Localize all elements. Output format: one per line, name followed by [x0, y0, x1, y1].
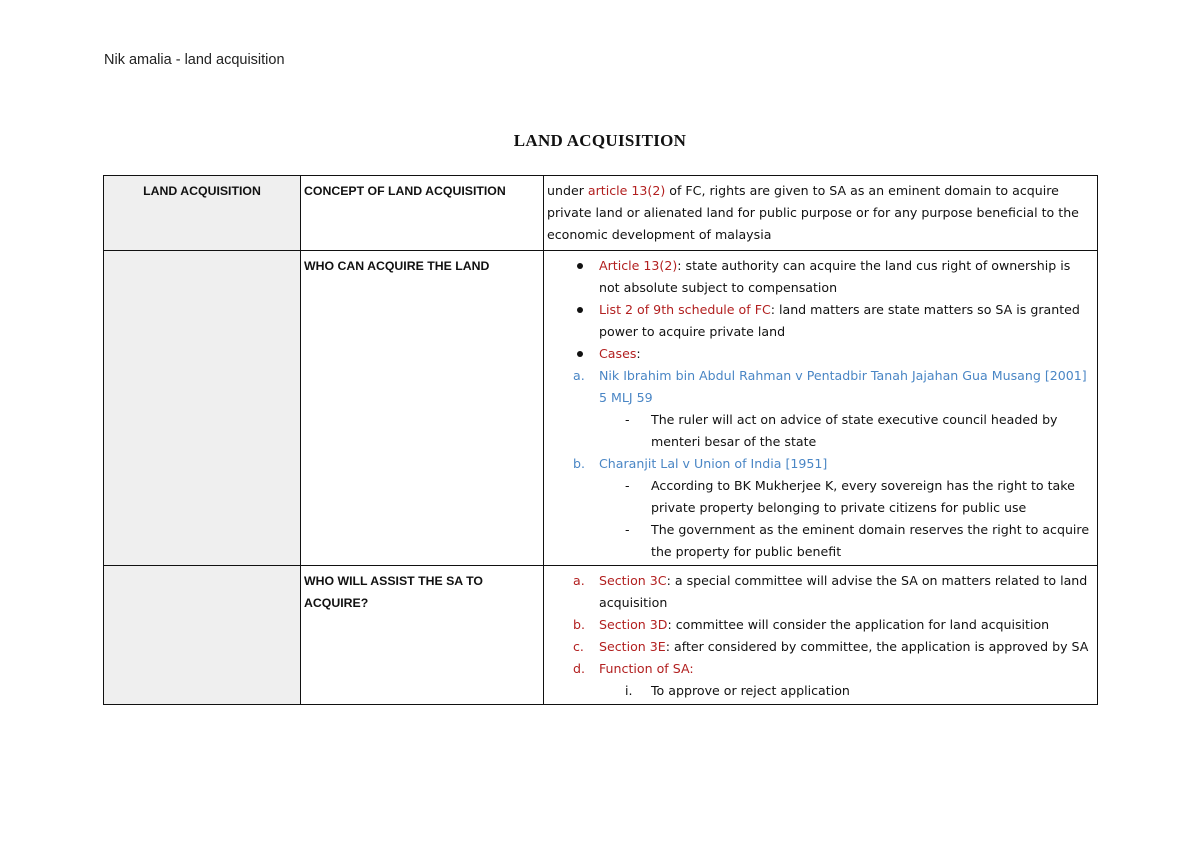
table-row: [104, 251, 1098, 566]
list-item: b. Section 3D: committee will consider the application for land acquisition: [573, 617, 1050, 632]
question-label: WHO WILL ASSIST THE SA TO ACQUIRE?: [301, 566, 544, 705]
concept-label: CONCEPT OF LAND ACQUISITION: [301, 176, 544, 251]
land-acquisition-table: [103, 175, 1098, 705]
list-item: i. To approve or reject application: [625, 683, 850, 698]
answer-cell: [544, 251, 1098, 566]
list-item: a. Nik Ibrahim bin Abdul Rahman v Pentadbir Tanah Jajahan Gua Musang [2001] 5 MLJ 59: [573, 368, 1087, 405]
case-citation: Charanjit Lal v Union of India [1951]: [599, 456, 828, 471]
topic-cell: LAND ACQUISITION: [104, 176, 301, 251]
list-item: Cases:: [599, 346, 641, 361]
answer-cell: [544, 566, 1098, 705]
list-item: a. Section 3C: a special committee will advise the SA on matters related to land acquisition: [573, 573, 1088, 610]
concept-description: under article 13(2) of FC, rights are given to SA as an eminent domain to acquire private land or alienated land for public purpose or for any purpose beneficial to the economic development of malaysia: [544, 176, 1098, 251]
table-row: [104, 176, 1098, 251]
document-title: LAND ACQUISITION: [513, 131, 687, 150]
list-item: - According to BK Mukherjee K, every sovereign has the right to take private property belonging to private citizens for public use: [625, 478, 1075, 515]
list-item: Article 13(2): state authority can acquire the land cus right of ownership is not absolute subject to compensation: [599, 258, 1071, 295]
question-label: WHO CAN ACQUIRE THE LAND: [301, 251, 544, 566]
list-item: b. Charanjit Lal v Union of India [1951]: [573, 456, 828, 471]
empty-topic-cell: [104, 566, 301, 705]
page-header: Nik amalia - land acquisition: [104, 52, 285, 68]
legal-reference: article 13(2): [587, 183, 666, 198]
empty-topic-cell: [104, 251, 301, 566]
list-item: - The ruler will act on advice of state executive council headed by menteri besar of the state: [625, 412, 1058, 449]
case-citation: Nik Ibrahim bin Abdul Rahman v Pentadbir Tanah Jajahan Gua Musang [2001] 5 MLJ 59: [599, 368, 1087, 405]
list-item: - The government as the eminent domain reserves the right to acquire the property for public benefit: [625, 522, 1090, 559]
list-item: c. Section 3E: after considered by committee, the application is approved by SA: [573, 639, 1089, 654]
list-item: d. Function of SA:: [573, 661, 694, 676]
table-row: [104, 566, 1098, 705]
list-item: List 2 of 9th schedule of FC: land matters are state matters so SA is granted power to acquire private land: [599, 302, 1080, 339]
